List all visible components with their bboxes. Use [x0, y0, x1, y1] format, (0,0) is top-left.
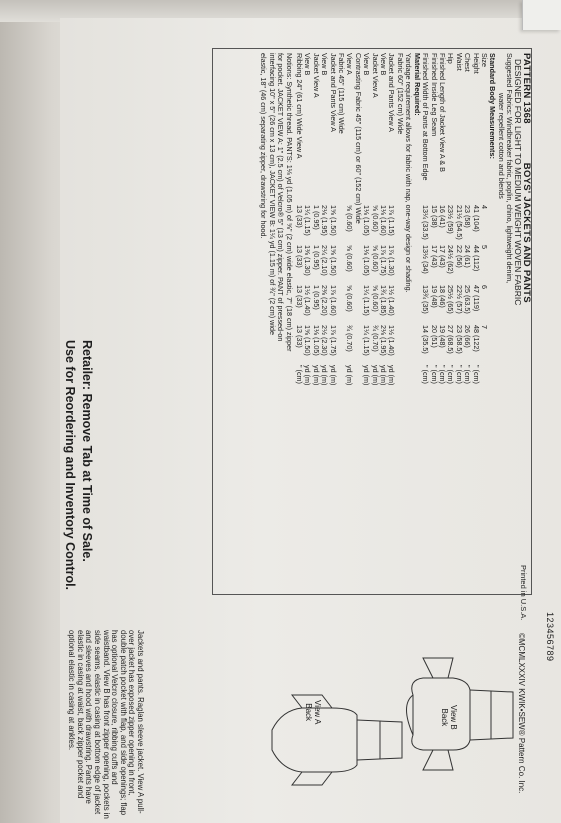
row-value: 23 (58.5) — [454, 325, 464, 354]
row-unit: " (cm) — [454, 365, 464, 384]
row-value: 13 (33) — [295, 245, 305, 268]
size-col: 6 — [479, 285, 489, 289]
table-row — [438, 53, 446, 593]
serial-number: 123456789 — [545, 612, 555, 662]
row-value: 1⅞ (1.75) — [379, 245, 389, 276]
row-value: 23½ (59) — [446, 205, 456, 234]
size-col: 7 — [479, 325, 489, 329]
row-label: Jacket View A — [311, 53, 321, 98]
row-value: 17 (43) — [437, 245, 447, 268]
row-unit: " (cm) — [463, 365, 473, 384]
row-value: 25½ (65) — [446, 285, 456, 314]
row-unit: yd (m) — [311, 365, 321, 386]
row-value: 2⅛ (1.95) — [379, 325, 389, 356]
row-value: 1½ (1.40) — [387, 325, 397, 356]
row-value: 16 (41) — [437, 205, 447, 228]
row-value: 1 (0.95) — [311, 245, 321, 270]
row-value: 13 (33) — [295, 285, 305, 308]
retailer-notice — [61, 340, 95, 590]
row-label: View B — [303, 53, 313, 76]
row-value: 13¼ (33.5) — [421, 205, 431, 240]
row-label: Ribbing 24" (61 cm) Wide View A — [295, 53, 305, 159]
row-unit: yd (m) — [370, 365, 380, 386]
material-note: Yardage requirement allows for fabric with nap, one-way design or shading. — [404, 53, 414, 293]
row-value: 2⅜ (2.20) — [320, 285, 330, 316]
pattern-info-content — [259, 53, 530, 593]
table-row — [387, 53, 395, 593]
row-value: 19 (48) — [437, 325, 447, 348]
row-label: Jacket and Pants View A — [328, 53, 338, 132]
row-unit: yd (m) — [387, 365, 397, 386]
row-label: Jacket View A — [370, 53, 380, 98]
remove-tab[interactable] — [522, 0, 561, 30]
row-value: 13 (33) — [295, 205, 305, 228]
row-value: 1⅞ (1.15) — [387, 205, 397, 236]
row-value: 1⅝ (1.50) — [328, 245, 338, 276]
row-value: ⅝ (0.60) — [345, 245, 355, 272]
row-unit: " (cm) — [421, 365, 431, 384]
row-unit: " (cm) — [295, 365, 305, 384]
description-text: Jackets and pants. Raglan sleeve jacket. View A pull-over jacket has exposed zipper opening in front, double patch pocket with flap, and side openings; flap has optional Velcro closure, ribbing cuffs and waistband. View B has front zipper opening, pockets in side seams, elastic in casing at bottom edge of jacket and sleeves and hood with drawstring. Pants have elastic in casing at waist, back zipper pocket and optional elastic in casing at ankles. — [67, 630, 145, 819]
row-value: 15 (38) — [429, 205, 439, 228]
row-unit: yd (m) — [345, 365, 355, 386]
row-label: Height — [471, 53, 481, 74]
view-a-subtitle: Back — [304, 703, 313, 722]
row-value: 23 (58) — [463, 205, 473, 228]
table-row — [295, 53, 303, 593]
view-a-title: View A — [313, 700, 322, 725]
row-value: 20 (51) — [429, 325, 439, 348]
suggested-fabrics: Suggested Fabrics: Windbreaker fabric, poplin, chino, lightweight denim, — [505, 53, 515, 284]
row-value: ¾ (0.70) — [370, 325, 380, 352]
table-row — [311, 53, 319, 593]
view-a-back-illustration — [262, 690, 412, 800]
row-value: ⅝ (0.60) — [345, 285, 355, 312]
row-value: 2½ (2.30) — [320, 325, 330, 356]
row-value: 1 (0.95) — [311, 285, 321, 310]
row-value: 26 (66) — [463, 325, 473, 348]
pattern-heading — [522, 53, 530, 593]
table-row — [345, 53, 353, 593]
row-value: 25 (63.5) — [463, 285, 473, 314]
table-row — [320, 53, 328, 593]
retailer-line-1: Retailer: Remove Tab at Time of Sale. — [80, 340, 94, 562]
row-value: 13 (33) — [295, 325, 305, 348]
row-value: 13½ (34) — [421, 245, 431, 274]
row-value: 1⅛ (1.60) — [379, 205, 389, 236]
view-b-back-illustration — [398, 650, 518, 780]
row-value: 1⅜ (1.30) — [303, 245, 313, 276]
table-row — [429, 53, 437, 593]
row-value: 1¾ (1.85) — [379, 285, 389, 316]
row-value: 24½ (62) — [446, 245, 456, 274]
row-unit: " (cm) — [471, 365, 481, 384]
row-value: 1⅞ (1.60) — [328, 285, 338, 316]
row-value: 19 (48) — [429, 285, 439, 308]
row-label: View A — [345, 53, 355, 75]
row-value: 21½ (54.5) — [454, 205, 464, 240]
table-row — [362, 53, 370, 593]
row-value: 14 (35.5) — [421, 325, 431, 354]
row-value: 13¾ (35) — [421, 285, 431, 314]
row-label: Jacket and Pants View A — [387, 53, 397, 132]
row-value: 27 (68.5) — [446, 325, 456, 354]
row-value: 1 (0.95) — [311, 205, 321, 230]
table-row — [454, 53, 462, 593]
row-value: ⅝ (0.60) — [370, 245, 380, 272]
retailer-line-2: Use for Reordering and Inventory Control. — [63, 340, 77, 591]
row-unit: yd (m) — [362, 365, 372, 386]
row-unit: " (cm) — [429, 365, 439, 384]
table-row — [463, 53, 471, 593]
size-col: 5 — [479, 245, 489, 249]
material-group-title: Fabric 60" (152 cm) Wide — [395, 53, 405, 135]
row-value: 2⅛ (1.95) — [320, 205, 330, 236]
row-label: View B — [320, 53, 330, 76]
row-value: ⅝ (0.60) — [370, 285, 380, 312]
sizes-row — [480, 53, 488, 593]
row-value: 17 (43) — [429, 245, 439, 268]
suggested-fabrics-2: water repellent cotton and blends — [496, 93, 506, 199]
row-value: 1½ (1.40) — [303, 285, 313, 316]
material-table — [295, 53, 404, 593]
row-value: 1⅛ (1.05) — [362, 245, 372, 276]
measurements-heading: Standard Body Measurements: — [488, 53, 498, 159]
row-label: Hip — [446, 53, 456, 64]
row-value: 22 (56) — [454, 245, 464, 268]
view-b-title: View B — [449, 705, 458, 730]
material-heading: Material Required: — [412, 53, 422, 116]
material-group-title: Contrasting Fabric 45" (115 cm) or 60" (152 cm) Wide — [353, 53, 363, 224]
row-label: Finished Inside Leg Seam — [429, 53, 439, 137]
row-label: Waist — [454, 53, 464, 71]
table-row — [379, 53, 387, 593]
row-value: 1⅞ (1.75) — [328, 325, 338, 356]
designed-for: DESIGNED FOR LIGHT TO MEDIUM WEIGHT WOVEN FABRIC — [512, 59, 523, 306]
view-b-subtitle: Back — [440, 708, 449, 727]
row-value: 47 (119) — [471, 285, 481, 312]
view-a-label — [304, 700, 322, 724]
row-value: ⅝ (0.60) — [370, 205, 380, 232]
row-value: 1⅝ (1.50) — [303, 325, 313, 356]
notions-text: Notions: Synthetic thread. PANTS: 1⅛ yd (1.05 m) of ⅝" (2 cm) wide elastic, 7" (18 cm) zipper for pocket. JACKET VIEW A: 1" (2.5 cm) of Velcro® 5" (13 cm) zipper. PANT of pressed-on interfacing 10" x 5" (26 cm x 13 cm), JACKET VIEW B: 1¼ yd (1.15 m) of ¾" (2 cm) wide elastic, 18" (46 cm) separating zipper, drawstring for hood. — [259, 53, 294, 352]
row-value: 1¼ (1.15) — [362, 325, 372, 356]
row-value: 1⅛ (1.05) — [362, 205, 372, 236]
row-value: 1⅝ (1.50) — [328, 205, 338, 236]
row-value: 24 (61) — [463, 245, 473, 268]
row-unit: " (cm) — [437, 365, 447, 384]
row-label: View B — [379, 53, 389, 76]
size-col: 4 — [479, 205, 489, 209]
row-value: 41 (104) — [471, 205, 481, 232]
row-value: 18 (46) — [437, 285, 447, 308]
table-row — [471, 53, 479, 593]
row-unit: yd (m) — [379, 365, 389, 386]
row-value: 1½ (1.40) — [387, 285, 397, 316]
row-value: ¾ (0.70) — [345, 325, 355, 352]
row-unit: yd (m) — [328, 365, 338, 386]
row-value: 1¼ (1.15) — [362, 285, 372, 316]
row-value: 44 (112) — [471, 245, 481, 272]
row-value: ⅝ (0.60) — [345, 205, 355, 232]
row-label: View B — [362, 53, 372, 76]
row-value: 1⅞ (1.30) — [387, 245, 397, 276]
view-b-label — [440, 705, 458, 730]
row-value: 22½ (57) — [454, 285, 464, 314]
copyright: ©MCMLXXXIV KWIK•SEW® Pattern Co. Inc. — [517, 633, 526, 794]
row-value: 1¼ (1.15) — [303, 205, 313, 236]
pattern-number: PATTERN 1368 — [521, 53, 532, 124]
table-row — [328, 53, 336, 593]
row-label: Chest — [463, 53, 473, 72]
printed-in: Printed in U.S.A. — [519, 565, 528, 621]
row-unit: yd (m) — [320, 365, 330, 386]
row-value: 48 (122) — [471, 325, 481, 352]
row-label: Finished Length of Jacket View A & B — [437, 53, 447, 172]
row-value: 2¼ (2.10) — [320, 245, 330, 276]
table-row — [370, 53, 378, 593]
table-row — [421, 53, 429, 593]
measurements-table — [421, 53, 480, 593]
table-row — [303, 53, 311, 593]
row-label: Finished Width of Pants at Bottom Edge — [421, 53, 431, 181]
table-row — [446, 53, 454, 593]
row-unit: yd (m) — [303, 365, 313, 386]
row-value: 1⅛ (1.05) — [311, 325, 321, 356]
pattern-title: BOYS' JACKETS AND PANTS — [521, 162, 532, 303]
material-group-title: Fabric 45" (115 cm) Wide — [337, 53, 347, 134]
row-unit: " (cm) — [446, 365, 456, 384]
size-label: Size — [479, 53, 489, 67]
